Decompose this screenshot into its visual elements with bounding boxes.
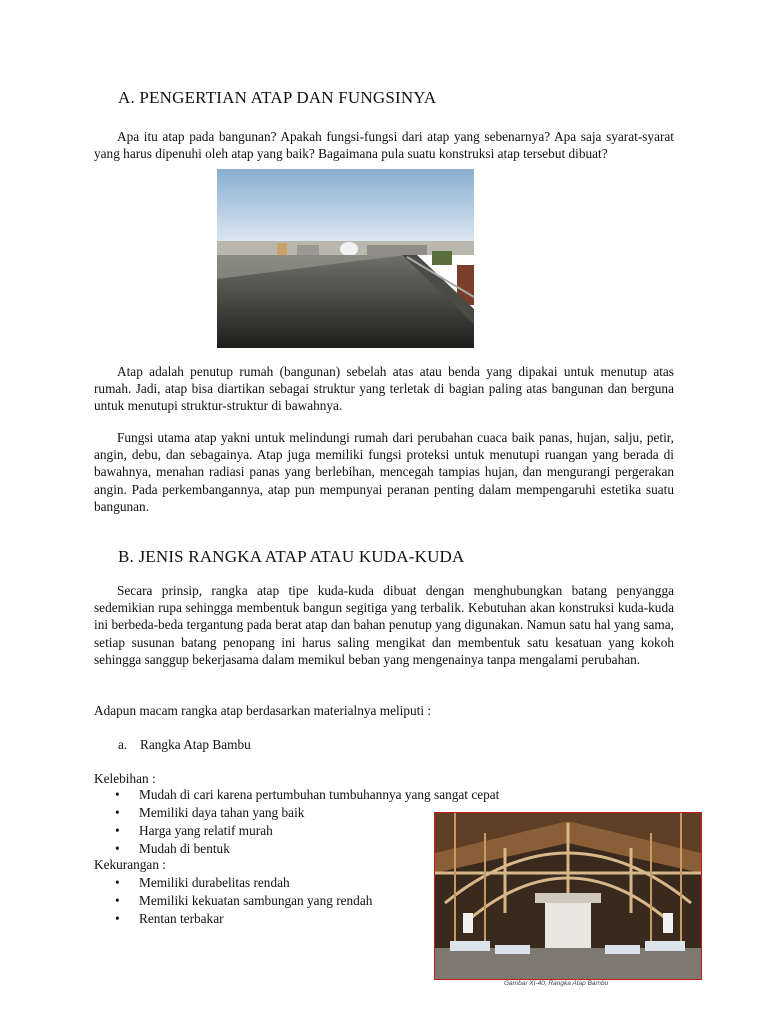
section-a-heading: A. PENGERTIAN ATAP DAN FUNGSINYA — [118, 88, 437, 107]
flat-roof-image — [217, 169, 474, 348]
advantage-text: Mudah di bentuk — [139, 841, 230, 856]
advantages-label: Kelebihan : — [94, 771, 156, 786]
disadvantage-text: Memiliki durabelitas rendah — [139, 875, 290, 890]
bamboo-roof-photo — [434, 812, 702, 980]
section-b-heading: B. JENIS RANGKA ATAP ATAU KUDA-KUDA — [118, 547, 465, 566]
item-a-marker: a. — [118, 737, 128, 752]
bullet-icon: • — [115, 893, 120, 908]
bullet-icon: • — [115, 875, 120, 890]
disadvantage-text: Memiliki kekuatan sambungan yang rendah — [139, 893, 373, 908]
materials-intro: Adapun macam rangka atap berdasarkan materialnya meliputi : — [94, 703, 432, 718]
list-item — [94, 786, 499, 804]
section-a-paragraph-1: Atap adalah penutup rumah (bangunan) sebelah atas atau benda yang dipakai untuk menutup atas rumah. Jadi, atap bisa diartikan sebagai struktur yang terletak di bagian paling atas bangunan dan berguna untuk menutupi struktur-struktur di bawahnya. — [94, 364, 674, 414]
bullet-icon: • — [115, 823, 120, 838]
flat-roof-photo — [217, 169, 474, 348]
advantage-text: Mudah di cari karena pertumbuhan tumbuhannya yang sangat cepat — [139, 787, 500, 802]
bullet-icon: • — [115, 841, 120, 856]
bullet-icon: • — [115, 911, 120, 926]
bullet-icon: • — [115, 787, 120, 802]
advantage-text: Harga yang relatif murah — [139, 823, 273, 838]
advantage-text: Memiliki daya tahan yang baik — [139, 805, 305, 820]
list-item — [94, 874, 372, 892]
bamboo-roof-caption: Gambar XI-40, Rangka Atap Bambu — [504, 980, 609, 987]
section-b-paragraph-1: Secara prinsip, rangka atap tipe kuda-kuda dibuat dengan menghubungkan batang penyangga sedemikian rupa sehingga membentuk bangun segitiga yang terbalik. Kebutuhan akan konstruksi kuda-kuda ini berbeda-beda tergantung pada berat atap dan bahan penutup yang digunakan. Namun satu hal yang sama, setiap susunan batang penopang ini harus saling mengikat dan membentuk satu kesatuan yang kokoh sehingga sanggup bekerjasama dalam memikul beban yang mengenainya tanpa mengalami perubahan. — [94, 583, 674, 667]
bullet-icon: • — [115, 805, 120, 820]
section-a-paragraph-2: Fungsi utama atap yakni untuk melindungi rumah dari perubahan cuaca baik panas, hujan, salju, petir, angin, debu, dan sebagainya. Atap juga memiliki fungsi proteksi untuk menutupi ruangan yang berada di bawahnya, menahan radiasi panas yang berlebihan, mencegah tampias hujan, dan mengurangi pergerakan angin. Pada perkembangannya, atap pun mempunyai peranan penting dalam mempengaruhi estetika suatu bangunan. — [94, 430, 674, 514]
disadvantages-label: Kekurangan : — [94, 857, 166, 872]
list-item — [94, 892, 372, 910]
disadvantage-text: Rentan terbakar — [139, 911, 224, 926]
disadvantages-list — [94, 874, 372, 928]
item-a-label: Rangka Atap Bambu — [140, 737, 251, 752]
bamboo-roof-figure — [430, 808, 704, 994]
bamboo-roof-image — [435, 813, 701, 979]
section-a-intro: Apa itu atap pada bangunan? Apakah fungsi-fungsi dari atap yang sebenarnya? Apa saja syarat-syarat yang harus dipenuhi oleh atap yang baik? Bagaimana pula suatu konstruksi atap tersebut dibuat? — [94, 129, 674, 162]
list-item — [94, 910, 372, 928]
